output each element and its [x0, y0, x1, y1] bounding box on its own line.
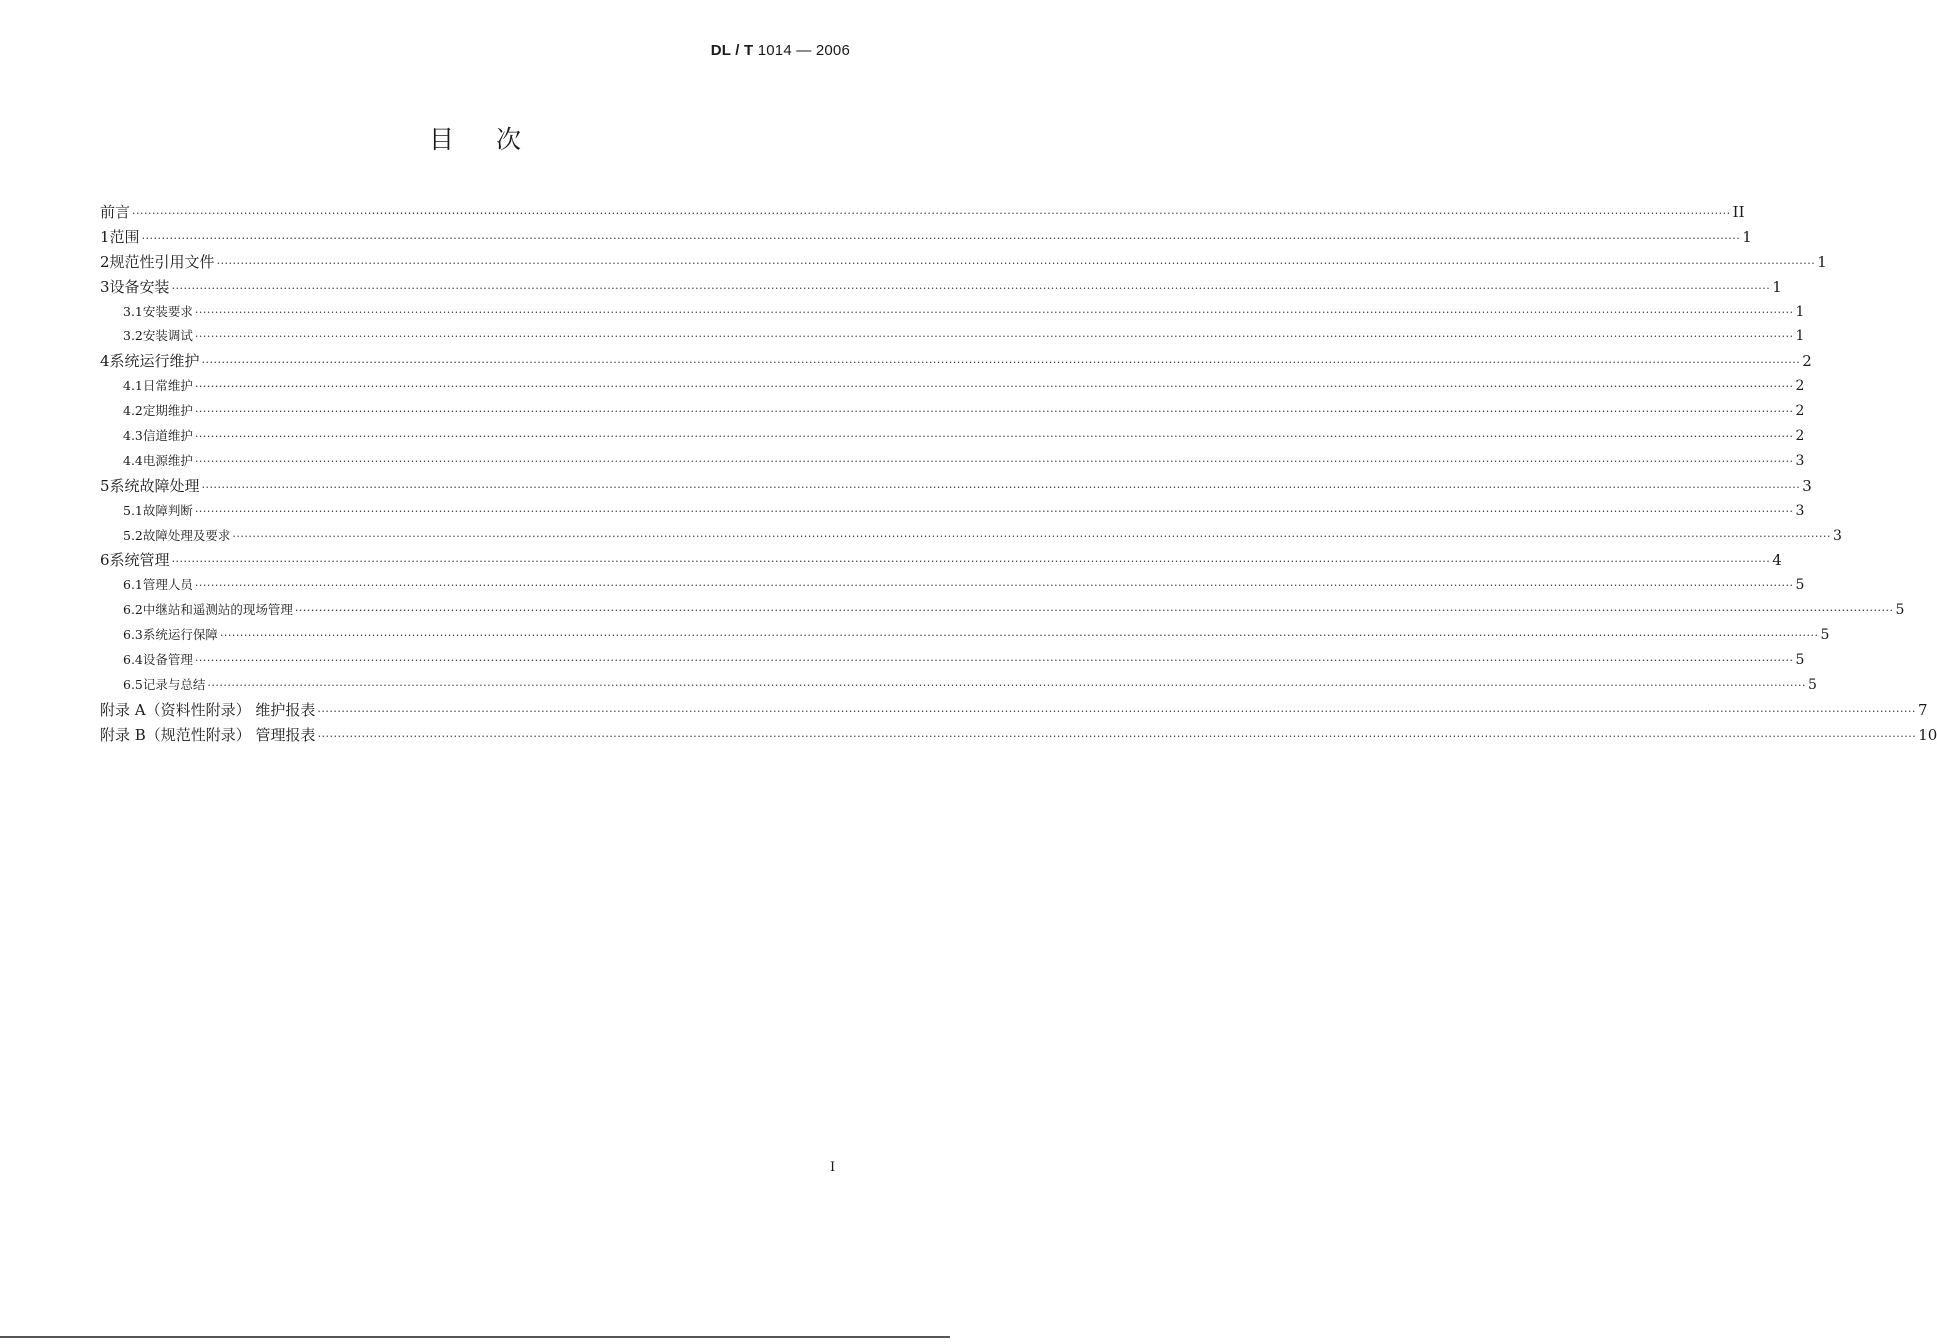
toc-entry-number: 6.5 [123, 676, 143, 692]
toc-entry-label: 范围 [109, 227, 140, 246]
toc-entry-label: 系统管理 [109, 551, 170, 570]
toc-entry[interactable] [100, 424, 1805, 449]
toc-dot-leader: ················································································································································································································································································································································································································ [194, 654, 1794, 668]
toc-entry-label: 日常维护 [142, 378, 193, 394]
toc-entry[interactable] [100, 499, 1805, 524]
toc-title: 目次 [428, 125, 563, 154]
toc-entry-label: 中继站和遥测站的现场管理 [142, 602, 293, 618]
toc-entry[interactable] [100, 349, 1812, 374]
toc-entry-label: 管理人员 [142, 577, 193, 593]
toc-entry-page: 1 [1772, 277, 1782, 296]
toc-entry-page: 7 [1918, 700, 1928, 719]
toc-entry[interactable] [100, 250, 1827, 275]
toc-entry[interactable] [100, 449, 1805, 474]
toc-entry[interactable] [100, 275, 1782, 300]
toc-entry-page: 5 [1795, 652, 1805, 669]
toc-entry-label: 附录 A（资料性附录） 维护报表 [100, 700, 316, 719]
toc-dot-leader: ················································································································································································································································································································································································································ [201, 356, 1801, 370]
toc-dot-leader: ················································································································································································································································································································································································································ [194, 330, 1794, 344]
toc-entry[interactable] [100, 225, 1752, 250]
toc-dot-leader: ················································································································································································································································································································································································································ [317, 704, 1917, 718]
toc-entry-page: 1 [1795, 328, 1805, 345]
toc-entry-number: 5.1 [123, 502, 143, 518]
toc-entry-label: 系统运行维护 [109, 352, 200, 371]
toc-dot-leader: ················································································································································································································································································································································································································ [294, 604, 1894, 618]
toc-entry-page: 3 [1795, 452, 1805, 469]
toc-entry-label: 安装调试 [142, 328, 193, 344]
toc-entry-label: 规范性引用文件 [109, 252, 215, 271]
toc-entry-number: 6.3 [123, 627, 143, 643]
document-code-number: 1014 — 2006 [753, 42, 850, 59]
toc-entry-label: 定期维护 [142, 403, 193, 419]
toc-entry-page: 4 [1772, 551, 1782, 570]
toc-entry-page: 1 [1795, 303, 1805, 320]
toc-entry[interactable] [100, 648, 1805, 673]
table-of-contents [100, 200, 1937, 748]
toc-dot-leader: ················································································································································································································································································································································································································ [207, 678, 1807, 692]
toc-entry[interactable] [100, 573, 1805, 598]
toc-entry-label: 设备安装 [109, 277, 170, 296]
toc-entry-number: 5.2 [123, 527, 143, 543]
toc-dot-leader: ················································································································································································································································································································································································································ [194, 504, 1794, 518]
toc-entry-page: 3 [1802, 476, 1812, 495]
toc-dot-leader: ················································································································································································································································································································································································································ [171, 555, 1771, 569]
toc-entry[interactable] [100, 474, 1812, 499]
toc-entry-number: 4.4 [123, 452, 143, 468]
toc-dot-leader: ················································································································································································································································································································································································································ [232, 529, 1832, 543]
toc-entry-label: 设备管理 [142, 652, 193, 668]
toc-entry[interactable] [100, 524, 1842, 549]
toc-dot-leader: ················································································································································································································································································································································································································ [194, 579, 1794, 593]
toc-entry-number: 2 [100, 252, 110, 271]
toc-entry-page: II [1732, 203, 1745, 221]
toc-dot-leader: ················································································································································································································································································································································································································ [171, 281, 1771, 295]
document-code-prefix: DL / T [710, 42, 754, 59]
toc-entry[interactable] [100, 723, 1937, 748]
toc-entry[interactable] [100, 698, 1928, 723]
toc-entry-page: 3 [1795, 502, 1805, 519]
toc-entry-page: 1 [1817, 252, 1827, 271]
toc-entry-number: 6.4 [123, 652, 143, 668]
toc-entry-label: 故障判断 [142, 502, 193, 518]
toc-dot-leader: ················································································································································································································································································································································································································ [194, 454, 1794, 468]
toc-entry-page: 5 [1795, 577, 1805, 594]
toc-entry-label: 前言 [100, 203, 131, 221]
toc-entry-page: 2 [1795, 378, 1805, 395]
toc-entry-label: 记录与总结 [142, 676, 206, 692]
page-number: I [830, 1160, 836, 1175]
toc-entry[interactable] [100, 623, 1830, 648]
toc-entry-label: 系统故障处理 [109, 476, 200, 495]
toc-entry-page: 2 [1802, 352, 1812, 371]
toc-dot-leader: ················································································································································································································································································································································································································ [141, 231, 1741, 245]
toc-dot-leader: ················································································································································································································································································································································································································ [194, 430, 1794, 444]
toc-entry-number: 4.2 [123, 403, 143, 419]
toc-entry-page: 5 [1808, 676, 1817, 693]
toc-entry-label: 信道维护 [142, 428, 193, 444]
toc-dot-leader: ················································································································································································································································································································································································································ [194, 305, 1794, 319]
toc-entry-number: 3.2 [123, 328, 143, 344]
toc-entry-number: 3.1 [123, 303, 143, 319]
toc-entry[interactable] [100, 548, 1782, 573]
bottom-rule [0, 1336, 950, 1338]
toc-entry[interactable] [100, 374, 1805, 399]
document-code [711, 42, 850, 59]
toc-dot-leader: ················································································································································································································································································································································································································ [219, 629, 1819, 643]
toc-entry-number: 4.1 [123, 378, 143, 394]
toc-entry-number: 6 [100, 551, 110, 570]
toc-entry-page: 3 [1833, 527, 1842, 544]
toc-entry-number: 1 [100, 227, 110, 246]
toc-dot-leader: ················································································································································································································································································································································································································ [216, 256, 1816, 270]
toc-entry-label: 故障处理及要求 [142, 527, 231, 543]
toc-dot-leader: ················································································································································································································································································································································································································ [194, 405, 1794, 419]
toc-entry[interactable] [100, 673, 1817, 698]
toc-dot-leader: ················································································································································································································································································································································································································ [317, 729, 1917, 743]
toc-entry-page: 10 [1918, 725, 1937, 744]
toc-entry-page: 1 [1742, 227, 1752, 246]
toc-entry-label: 附录 B（规范性附录） 管理报表 [100, 725, 316, 744]
toc-entry-number: 5 [100, 476, 110, 495]
toc-dot-leader: ················································································································································································································································································································································································································ [132, 207, 1731, 220]
toc-entry[interactable] [100, 598, 1905, 623]
toc-entry-label: 系统运行保障 [142, 627, 218, 643]
toc-entry-page: 5 [1820, 627, 1830, 644]
toc-entry[interactable] [100, 200, 1745, 225]
toc-entry-number: 4.3 [123, 428, 143, 444]
toc-dot-leader: ················································································································································································································································································································································································································ [194, 380, 1794, 394]
toc-entry[interactable] [100, 399, 1805, 424]
toc-entry-number: 6.2 [123, 602, 143, 618]
toc-entry[interactable] [100, 324, 1805, 349]
toc-entry-label: 电源维护 [142, 452, 193, 468]
toc-entry-label: 安装要求 [142, 303, 193, 319]
toc-entry-number: 6.1 [123, 577, 143, 593]
toc-entry-page: 2 [1795, 403, 1805, 420]
toc-dot-leader: ················································································································································································································································································································································································································ [201, 480, 1801, 494]
toc-entry-page: 5 [1895, 602, 1905, 619]
toc-entry[interactable] [100, 300, 1805, 325]
toc-entry-number: 4 [100, 352, 110, 371]
toc-entry-number: 3 [100, 277, 110, 296]
toc-entry-page: 2 [1795, 428, 1805, 445]
